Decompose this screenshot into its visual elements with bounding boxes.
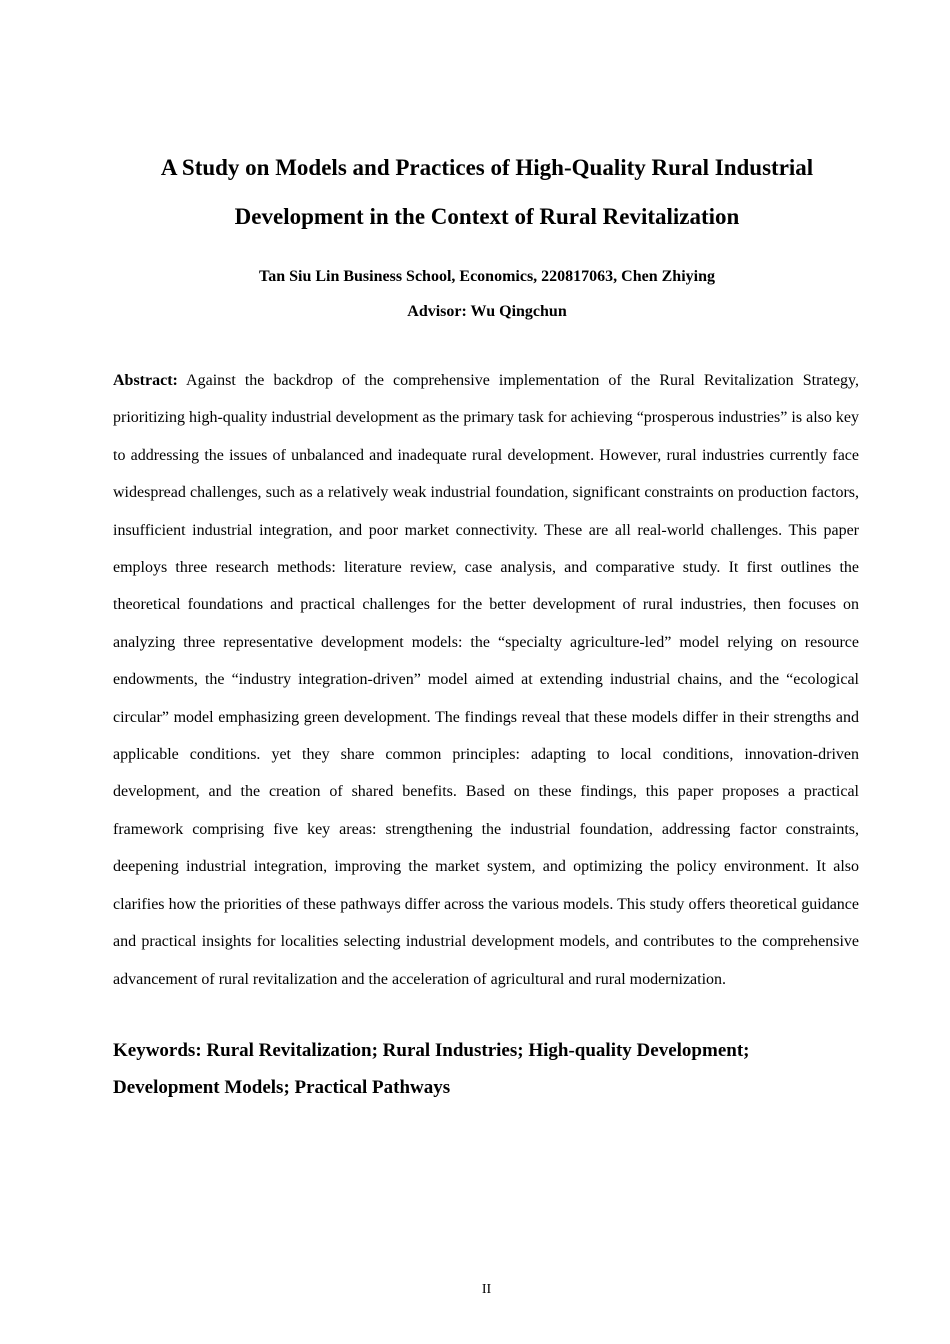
keywords-block [113, 1032, 859, 1106]
advisor-line: Advisor: Wu Qingchun [407, 303, 567, 320]
keywords-line-2: Development Models; Practical Pathways [113, 1077, 451, 1098]
abstract-text: Against the backdrop of the comprehensive implementation of the Rural Revitalization Strategy, prioritizing high-quality industrial development as the primary task for achieving “prosperous industries” is also key to addressing the issues of unbalanced and inadequate rural development. However, rural industries currently face widespread challenges, such as a relatively weak industrial foundation, significant constraints on production factors, insufficient industrial integration, and poor market connectivity. These are all real-world challenges. This paper employs three research methods: literature review, case analysis, and comparative study. It first outlines the theoretical foundations and practical challenges for the better development of rural industries, then focuses on analyzing three representative development models: the “specialty agriculture-led” model relying on resource endowments, the “industry integration-driven” model aimed at extending industrial chains, and the “ecological circular” model emphasizing green development. The findings reveal that these models differ in their strengths and applicable conditions. yet they share common principles: adapting to local conditions, innovation-driven development, and the creation of shared benefits. Based on these findings, this paper proposes a practical framework comprising five key areas: strengthening the industrial foundation, addressing factor constraints, deepening industrial integration, improving the market system, and optimizing the policy environment. It also clarifies how the priorities of these pathways differ across the various models. This study offers theoretical guidance and practical insights for localities selecting industrial development models, and contributes to the comprehensive advancement of rural revitalization and the acceleration of agricultural and rural modernization. [113, 372, 860, 988]
paper-title-line-2: Development in the Context of Rural Revitalization [234, 204, 740, 229]
abstract-label: Abstract: [113, 372, 178, 389]
abstract-paragraph [113, 362, 859, 998]
page-number: II [481, 1282, 492, 1297]
author-affiliation: Tan Siu Lin Business School, Economics, 220817063, Chen Zhiying [259, 268, 715, 285]
keywords-line-1: Keywords: Rural Revitalization; Rural Industries; High-quality Development; [113, 1040, 750, 1061]
paper-title [90, 143, 884, 241]
paper-title-line-1: A Study on Models and Practices of High-Quality Rural Industrial [160, 155, 814, 180]
